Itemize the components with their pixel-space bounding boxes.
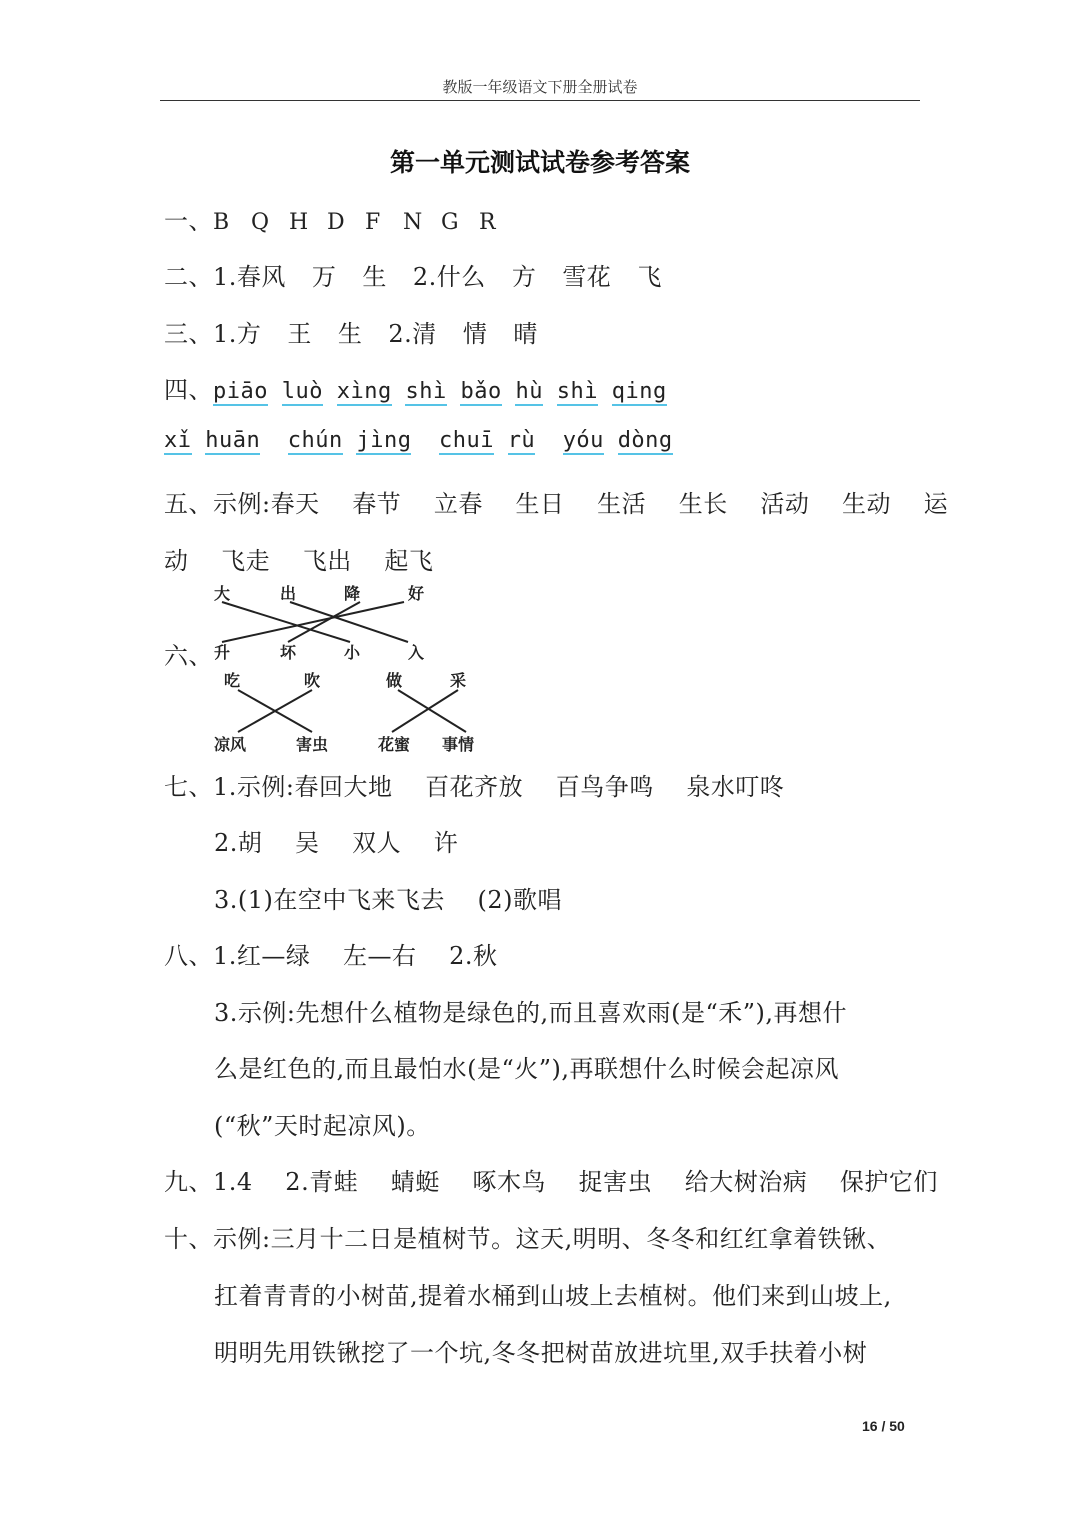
q3-label: 三、 <box>164 320 213 348</box>
q8-line-1 <box>164 936 498 971</box>
pinyin-syllable: dòng <box>618 428 673 455</box>
match-word: 花蜜 <box>378 735 411 754</box>
q3-answer: 生 <box>337 320 363 348</box>
match-word: 做 <box>386 671 403 690</box>
q2-line <box>164 257 662 292</box>
q1-letter: B <box>213 210 230 235</box>
q8-line-3: 么是红色的,而且最怕水(是“火”),再联想什么时候会起凉风 <box>214 1055 840 1083</box>
q10-label: 十、 <box>164 1225 213 1253</box>
match-word: 采 <box>450 671 467 690</box>
q3-answer: 1.方 <box>213 320 262 348</box>
pinyin-syllable: shì <box>557 379 598 406</box>
page-number: 16 / 50 <box>862 1418 905 1434</box>
match-word: 好 <box>408 584 425 603</box>
q3-answer: 2.清 <box>388 320 437 348</box>
match-word: 害虫 <box>296 735 329 754</box>
q3-answer: 晴 <box>513 320 538 348</box>
match-word: 凉风 <box>214 735 247 754</box>
match-word: 坏 <box>280 643 297 662</box>
q3-answer: 情 <box>462 320 488 348</box>
match-word: 事情 <box>442 735 475 754</box>
q4-label: 四、 <box>164 376 213 404</box>
q10-answer: 示例:三月十二日是植树节。这天,明明、冬冬和红红拿着铁锹、 <box>213 1225 892 1253</box>
pinyin-syllable: shì <box>405 379 446 406</box>
pinyin-syllable: luò <box>282 379 323 406</box>
pinyin-syllable: xǐ <box>164 428 192 455</box>
header-rule <box>160 100 920 101</box>
q9-line <box>164 1162 938 1197</box>
q10-line-1 <box>164 1219 891 1254</box>
q7-label: 七、 <box>164 773 213 801</box>
match-word: 升 <box>214 643 231 662</box>
pinyin-syllable: chún <box>288 428 343 455</box>
q2-answer: 万 <box>311 263 337 291</box>
q8-label: 八、 <box>164 942 213 970</box>
match-word: 吹 <box>304 671 321 690</box>
pinyin-syllable: chuī <box>439 428 494 455</box>
match-word: 小 <box>344 643 361 662</box>
match-line <box>392 690 458 732</box>
q5-line-2: 动 飞走 飞出 起飞 <box>164 547 434 575</box>
q5-line-1 <box>164 484 948 519</box>
q1-letter: Q <box>251 210 270 235</box>
match-line <box>222 602 404 642</box>
q8-line-2: 3.示例:先想什么植物是绿色的,而且喜欢雨(是“禾”),再想什 <box>214 999 848 1027</box>
q1-letter: R <box>479 210 496 235</box>
q7-answer: 1.示例:春回大地 百花齐放 百鸟争鸣 泉水叮咚 <box>213 773 785 801</box>
q7-line-2: 2.胡 吴 双人 许 <box>214 829 459 857</box>
pinyin-syllable: jìng <box>356 428 411 455</box>
q1-letter: F <box>365 210 381 235</box>
pinyin-syllable: huān <box>205 428 260 455</box>
pinyin-syllable: yóu <box>563 428 604 455</box>
q2-answer: 2.什么 <box>412 263 486 291</box>
q1-letter: G <box>441 210 459 235</box>
pinyin-syllable: rù <box>508 428 536 455</box>
q9-label: 九、 <box>164 1168 213 1196</box>
match-word: 降 <box>344 584 361 603</box>
q5-answer: 示例:春天 春节 立春 生日 生活 生长 活动 生动 运 <box>213 490 949 518</box>
match-word: 出 <box>280 584 297 603</box>
match-word: 吃 <box>224 671 241 690</box>
q1-letter: N <box>403 210 423 235</box>
q1-letter: H <box>289 210 309 235</box>
q6-label: 六、 <box>164 642 213 670</box>
q1-letter: D <box>327 210 345 235</box>
q4-line-1 <box>164 370 667 406</box>
q2-answer: 方 <box>511 263 537 291</box>
q2-answer: 生 <box>362 263 387 291</box>
page-title: 第一单元测试试卷参考答案 <box>389 148 690 177</box>
pinyin-syllable: qing <box>612 379 667 406</box>
match-word: 入 <box>408 643 425 662</box>
q7-line-1 <box>164 767 784 802</box>
q4-line-2 <box>164 428 673 455</box>
q7-line-3: 3.(1)在空中飞来飞去 (2)歌唱 <box>214 886 563 914</box>
matching-diagram <box>160 580 500 760</box>
pinyin-syllable: piāo <box>213 379 268 406</box>
q8-answer: 1.红—绿 左—右 2.秋 <box>213 942 498 970</box>
q2-answer: 雪花 <box>562 263 612 291</box>
page-header: 教版一年级语文下册全册试卷 <box>442 78 638 96</box>
match-line <box>222 602 350 642</box>
match-word: 大 <box>214 584 231 603</box>
q1-label: 一、 <box>164 207 213 235</box>
q3-line <box>164 314 538 349</box>
q8-line-4: (“秋”天时起凉风)。 <box>214 1112 431 1140</box>
q5-label: 五、 <box>164 490 213 518</box>
q10-line-2: 扛着青青的小树苗,提着水桶到山坡上去植树。他们来到山坡上, <box>214 1282 892 1310</box>
q1-line <box>164 201 517 236</box>
pinyin-syllable: xìng <box>337 379 392 406</box>
match-line <box>398 690 466 732</box>
pinyin-syllable: hù <box>515 379 543 406</box>
q3-answer: 王 <box>287 320 312 348</box>
q2-answer: 飞 <box>637 263 662 291</box>
q2-label: 二、 <box>164 263 213 291</box>
q10-line-3: 明明先用铁锹挖了一个坑,冬冬把树苗放进坑里,双手扶着小树 <box>214 1339 868 1367</box>
pinyin-syllable: bǎo <box>460 379 501 406</box>
q2-answer: 1.春风 <box>213 263 286 291</box>
q9-answer: 1.4 2.青蛙 蜻蜓 啄木鸟 捉害虫 给大树治病 保护它们 <box>213 1168 938 1196</box>
